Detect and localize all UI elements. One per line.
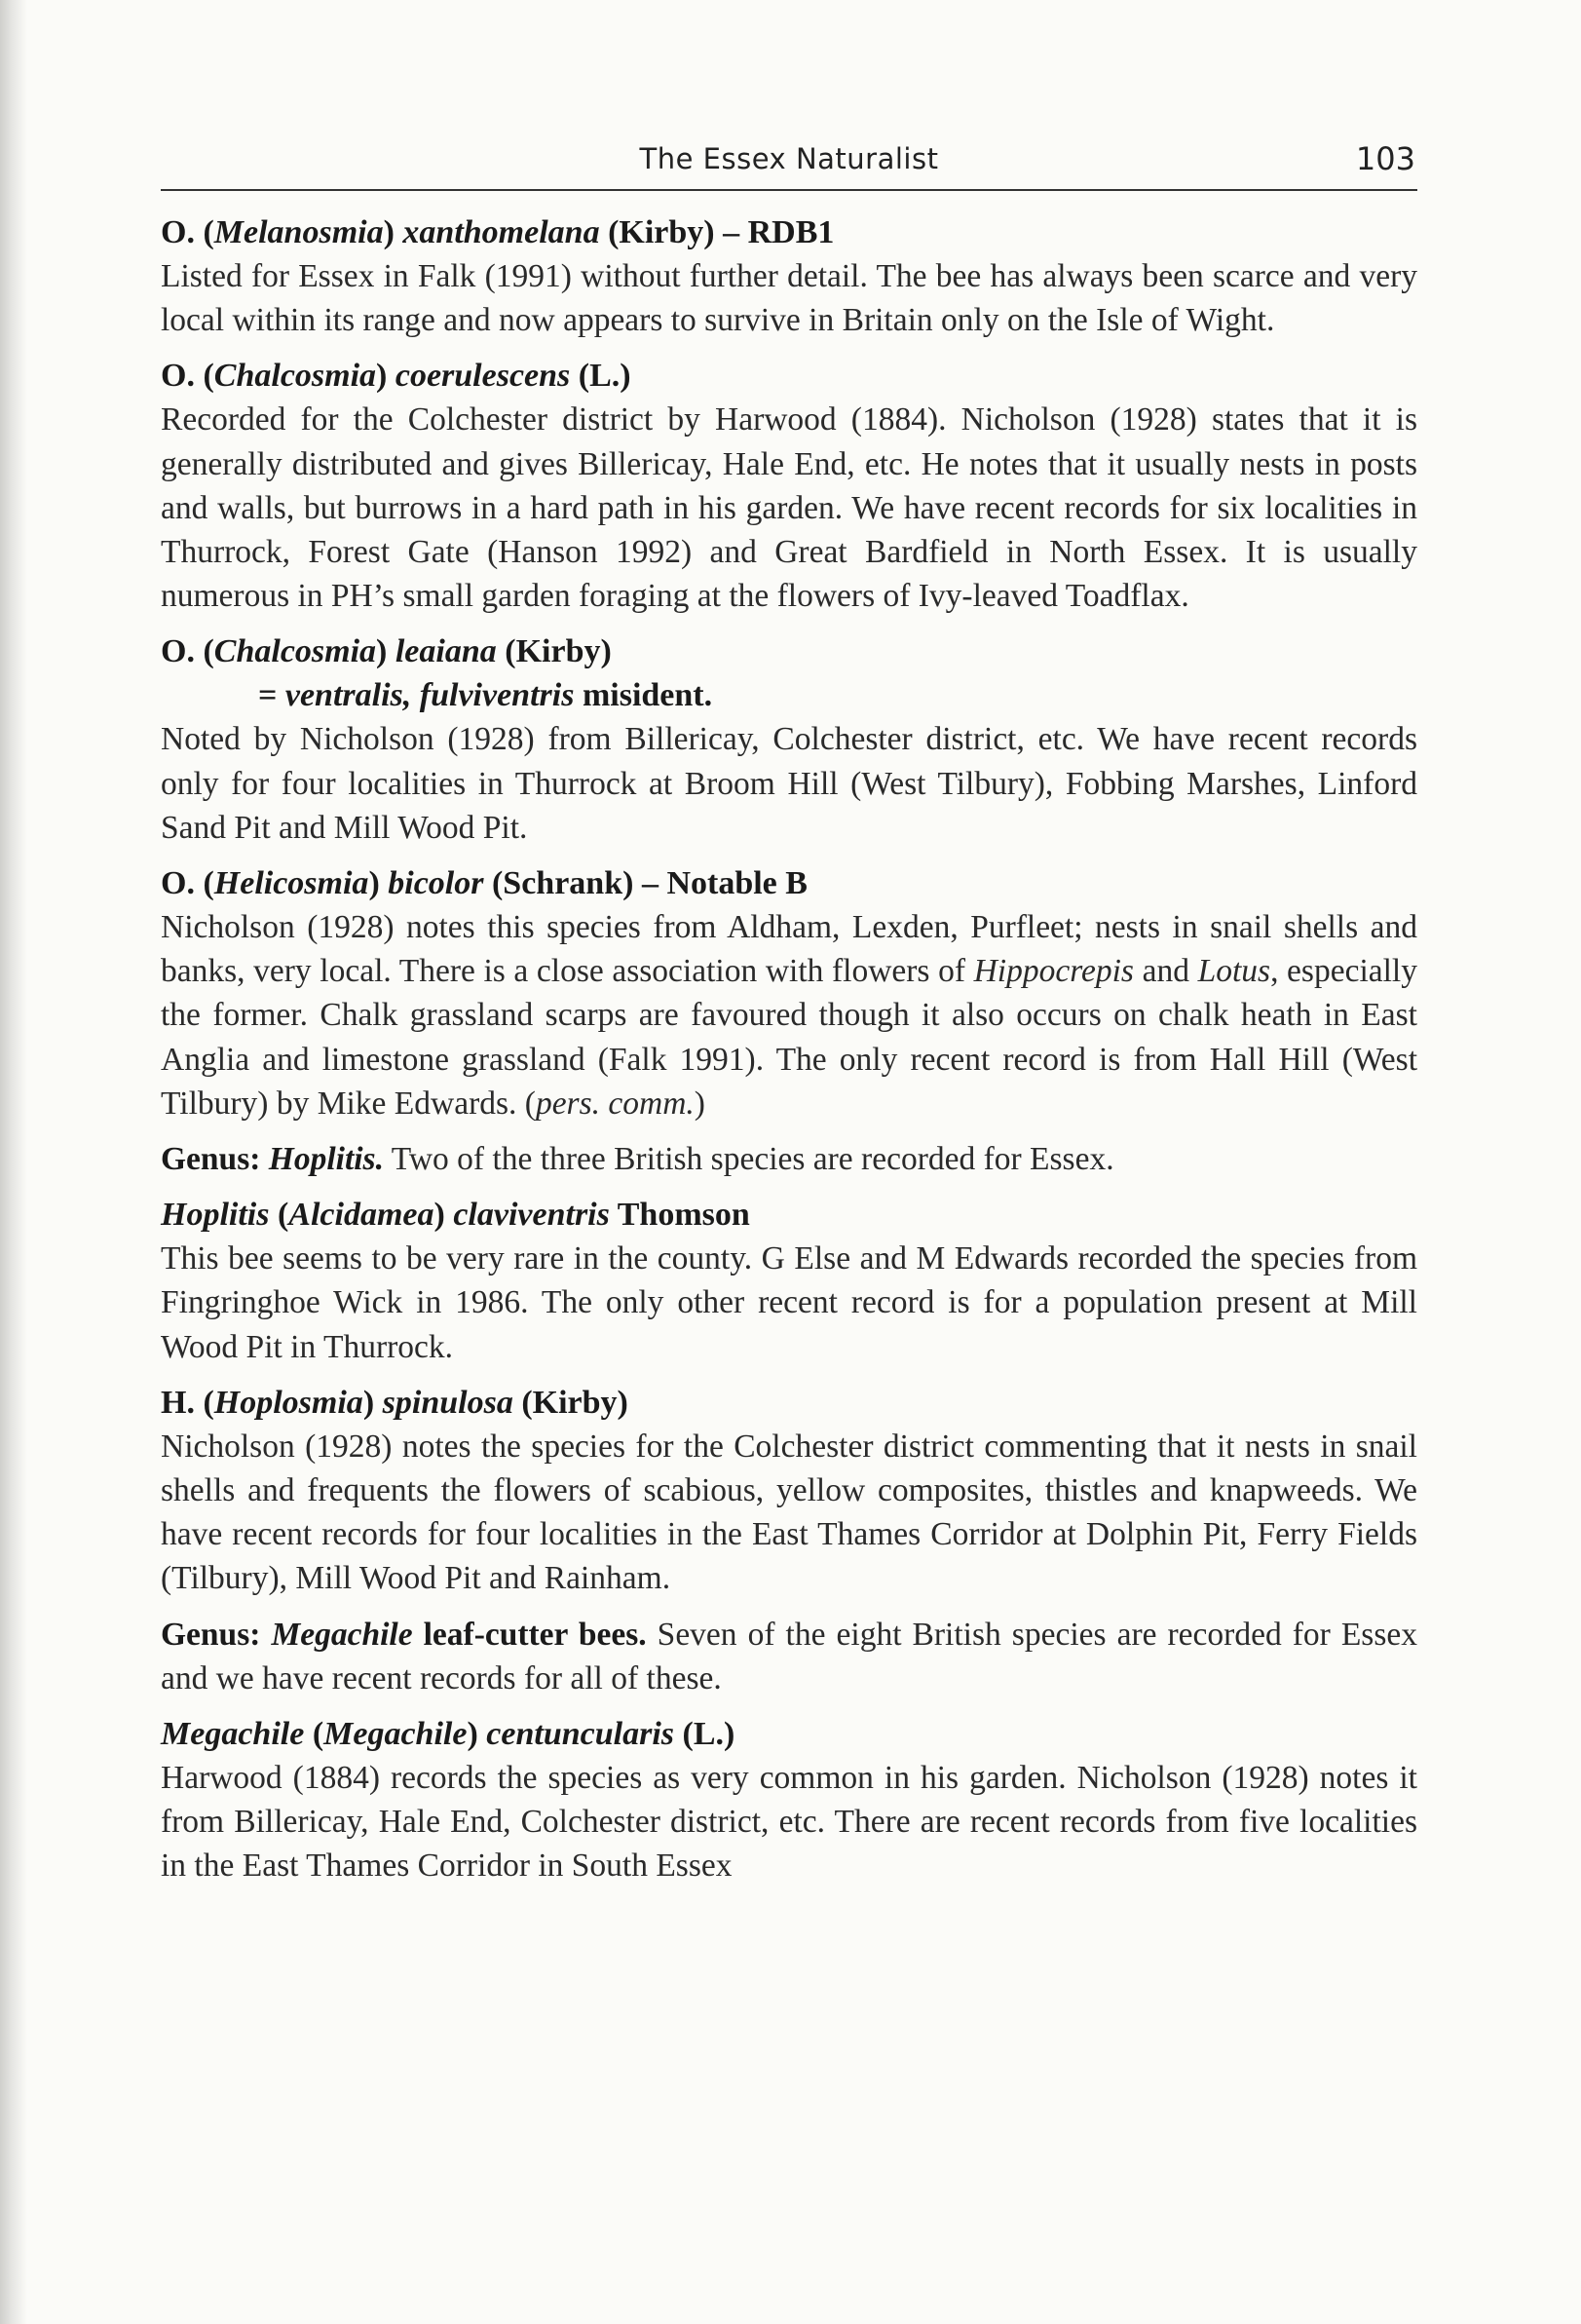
journal-title: The Essex Naturalist (639, 142, 939, 175)
text-run: Nicholson (1928) notes this species from Aldham, Lexden, Purfleet; nests in snail shells and banks, very local. There is a close association with flowers of (161, 909, 1417, 990)
page-gutter-shadow (0, 0, 27, 2324)
species-synonyms (161, 673, 1417, 717)
text-run: Nicholson (1928) notes the species for the Colchester district commenting that it nests in snail shells and frequents the flowers of scabious, yellow composites, thistles and knapweeds. We have recent records for four localities in the East Thames Corridor at Dolphin Pit, Ferry Fields (Tilbury), Mill Wood Pit and Rainham. (161, 1428, 1417, 1597)
text-run: misident. (574, 677, 713, 714)
italic-text: ventralis, fulviventris (284, 677, 575, 714)
italic-text: pers. comm. (535, 1085, 695, 1122)
genus-name: Megachile (271, 1616, 413, 1653)
running-header (161, 136, 1417, 191)
text-run: ( (269, 1197, 289, 1234)
text-run: ) (368, 865, 389, 902)
text-run: This bee seems to be very rare in the county. G Else and M Edwards recorded the species from Fingringhoe Wick in 1986. The only other recent record is for a population present at Mill Wood Pit in Thurrock. (161, 1240, 1417, 1365)
species-description (161, 1237, 1417, 1369)
species-entry (161, 629, 1417, 850)
species-heading (161, 1381, 1417, 1425)
italic-text: Chalcosmia (213, 358, 377, 395)
text-run: Recorded for the Colchester district by Harwood (1884). Nicholson (1928) states that it is generally distributed and gives Billericay, Hale End, etc. He notes that it usually nests in posts and walls, but burrows in a hard path in his garden. We have recent records for six localities in Thurrock, Forest Gate (Hanson 1992) and Great Bardfield in North Essex. It is usually numerous in PH’s small garden foraging at the flowers of Ivy-leaved Toadflax. (161, 401, 1417, 615)
text-run: O. ( (161, 358, 214, 395)
text-run: , especially the former. Chalk grassland scarps are favoured though it also occurs on chalk heath in East Anglia and limestone grassland (Falk 1991). The only recent record is from Hall Hill (West Tilbury) by Mike Edwards. ( (161, 953, 1417, 1122)
genus-description: Seven of the eight British species are recorded for Essex and we have recent records for all of these. (161, 1616, 1417, 1696)
text-run: ) (376, 633, 395, 670)
species-entry (161, 1381, 1417, 1601)
italic-text: centuncularis (486, 1716, 674, 1753)
species-heading (161, 1193, 1417, 1237)
species-entries-group-3 (161, 1712, 1417, 1888)
document-page (161, 136, 1417, 1900)
genus-name: Hoplitis. (268, 1141, 384, 1178)
text-run: ) (433, 1197, 454, 1234)
italic-text: Hoplitis (161, 1197, 270, 1234)
species-heading (161, 861, 1417, 905)
text-run: Listed for Essex in Falk (1991) without further detail. The bee has always been scarce and very local within its range and now appears to survive in Britain only on the Isle of Wight. (161, 258, 1417, 339)
italic-text: Melanosmia (213, 214, 384, 250)
text-run: H. ( (161, 1384, 214, 1421)
text-run: Harwood (1884) records the species as very common in his garden. Nicholson (1928) notes it from Billericay, Hale End, Colchester district, etc. There are recent records from five localities in the East Thames Corridor in South Essex (161, 1760, 1417, 1885)
species-description (161, 717, 1417, 850)
italic-text: Lotus (1197, 953, 1271, 990)
text-run: ( (304, 1716, 324, 1753)
species-heading (161, 629, 1417, 673)
text-run: = (258, 677, 285, 714)
text-run: and (1133, 953, 1198, 990)
species-entries-group-1 (161, 210, 1417, 1125)
species-entries-group-2 (161, 1193, 1417, 1600)
genus-label: Genus: (161, 1616, 272, 1653)
species-heading (161, 354, 1417, 398)
italic-text: Chalcosmia (213, 633, 377, 670)
species-entry (161, 210, 1417, 342)
text-run: ) (694, 1085, 705, 1122)
italic-text: spinulosa (382, 1384, 513, 1421)
text-run: (Kirby) (496, 633, 612, 670)
text-run: (Schrank) – Notable B (483, 865, 808, 902)
page-number: 103 (1355, 140, 1415, 177)
species-heading (161, 210, 1417, 254)
text-run: O. ( (161, 633, 214, 670)
genus-label: Genus: (161, 1141, 269, 1178)
italic-text: Helicosmia (213, 865, 369, 902)
species-description (161, 254, 1417, 342)
italic-text: leaiana (395, 633, 497, 670)
species-heading (161, 1712, 1417, 1756)
species-description (161, 1425, 1417, 1601)
genus-description: Two of the three British species are recorded for Essex. (383, 1141, 1114, 1178)
text-run: (L.) (570, 358, 631, 395)
text-run: (Kirby) (512, 1384, 628, 1421)
species-entry (161, 1712, 1417, 1888)
genus-name-suffix: leaf-cutter bees. (412, 1616, 647, 1653)
italic-text: Megachile (161, 1716, 305, 1753)
italic-text: bicolor (388, 865, 484, 902)
italic-text: Hoplosmia (213, 1384, 363, 1421)
species-entry (161, 861, 1417, 1125)
article-body (161, 210, 1417, 1888)
species-entry (161, 354, 1417, 618)
text-run: ) (376, 358, 395, 395)
text-run: Noted by Nicholson (1928) from Billericay, Colchester district, etc. We have recent records only for four localities in Thurrock at Broom Hill (West Tilbury), Fobbing Marshes, Linford Sand Pit and Mill Wood Pit. (161, 721, 1417, 846)
text-run: O. ( (161, 214, 214, 250)
italic-text: xanthomelana (402, 214, 600, 250)
italic-text: claviventris (453, 1197, 610, 1234)
text-run: Thomson (609, 1197, 750, 1234)
genus-note-hoplitis (161, 1137, 1417, 1181)
genus-note-megachile (161, 1613, 1417, 1700)
text-run: O. ( (161, 865, 214, 902)
text-run: (L.) (674, 1716, 735, 1753)
species-description (161, 905, 1417, 1125)
italic-text: Hippocrepis (973, 953, 1134, 990)
italic-text: Megachile (323, 1716, 468, 1753)
italic-text: Alcidamea (288, 1197, 434, 1234)
italic-text: coerulescens (395, 358, 571, 395)
text-run: ) (362, 1384, 383, 1421)
text-run: ) (467, 1716, 487, 1753)
species-description (161, 1756, 1417, 1888)
species-entry (161, 1193, 1417, 1369)
text-run: (Kirby) – RDB1 (599, 214, 835, 250)
text-run: ) (383, 214, 403, 250)
species-description (161, 398, 1417, 618)
